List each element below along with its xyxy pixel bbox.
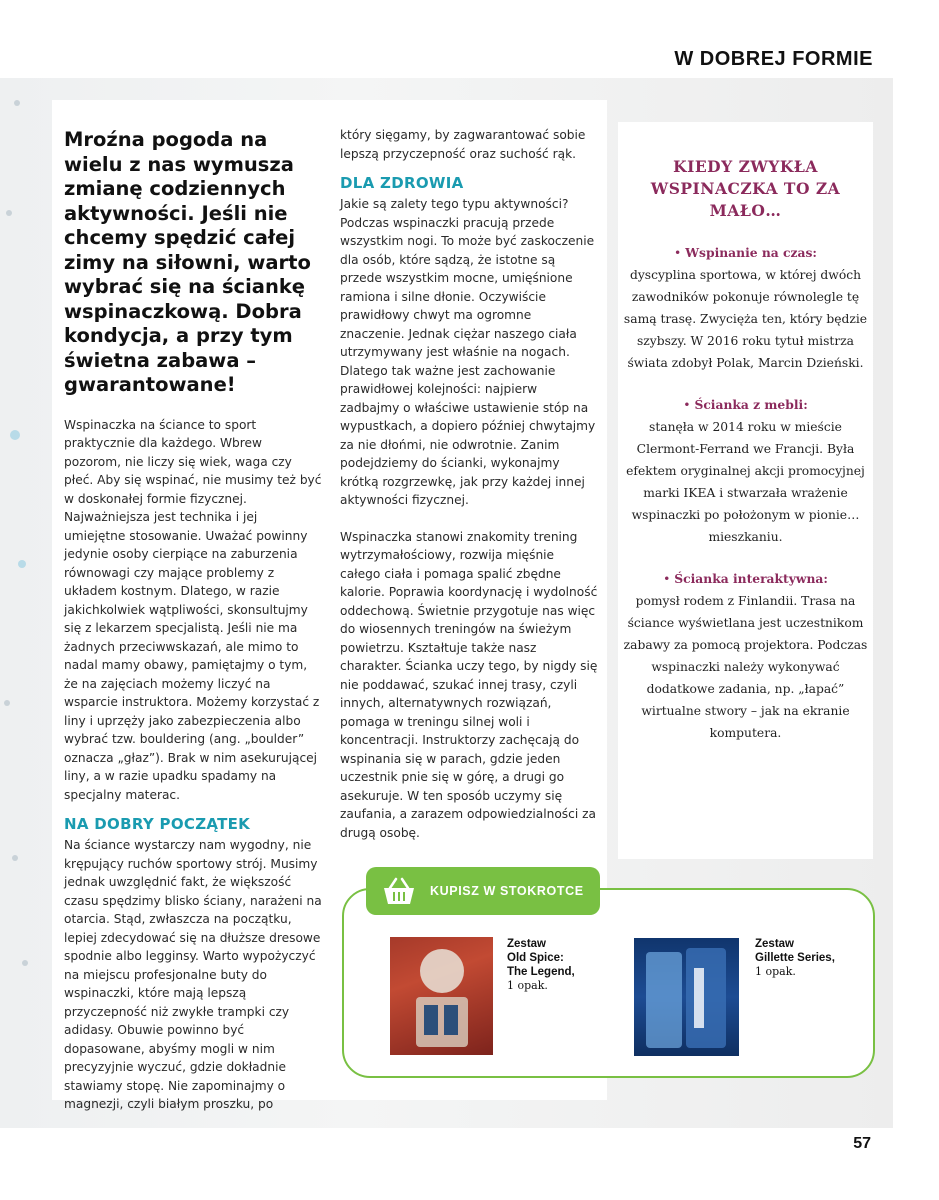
article-paragraph: Na ściance wystarczy nam wygodny, nie krępujący ruchów sportowy strój. Musimy jednak uwzględnić fakt, że większość czasu spędzimy blisko ściany, narażeni na otarcia. Stąd, zwłaszcza na początku, lepiej zdecydować się na dłuższe dresowe spodnie albo legginsy. Warto wypożyczyć na miejscu profesjonalne buty do wspinaczki, które mają lepszą przyczepność niż zwykłe trampki czy adidasy. Obuwie powinno być dopasowane, abyśmy mogli w nim precyzyjnie wyczuć, gdzie dokładnie stawiamy stopę. Nie zapominajmy o magnezji, czyli białym proszku, po	[64, 838, 322, 1111]
product-name: The Legend,	[507, 966, 575, 978]
sidebar-item	[618, 394, 873, 548]
product-quantity: 1 opak.	[755, 965, 796, 978]
sidebar-item-heading: Wspinanie na czas:	[685, 245, 817, 260]
promo-tab	[366, 867, 600, 915]
product-quantity: 1 opak.	[507, 979, 548, 992]
bullet: •	[683, 398, 691, 412]
article-lead: Mroźna pogoda na wielu z nas wymusza zmianę codziennych aktywności. Jeśli nie chcemy spędzić całej zimy na siłowni, warto wybrać się na ściankę wspinaczkową. Dobra kondycja, a przy tym świetna zabawa – gwarantowane!	[64, 128, 311, 396]
product-name: Zestaw	[507, 938, 546, 950]
product-info-old-spice	[507, 937, 617, 993]
article-paragraph: który sięgamy, by zagwarantować sobie lepszą przyczepność oraz suchość rąk.	[340, 128, 586, 161]
sidebar-box	[618, 122, 873, 859]
sidebar-item	[618, 242, 873, 374]
sidebar-item-heading: Ścianka z mebli:	[694, 397, 808, 412]
promo-label: KUPISZ W STOKROTCE	[430, 884, 584, 898]
subheading-na-dobry-poczatek: NA DOBRY POCZĄTEK	[64, 815, 251, 833]
product-image-gillette	[634, 938, 739, 1056]
sidebar-item	[618, 568, 873, 744]
section-title: W DOBREJ FORMIE	[674, 48, 873, 70]
product-name: Zestaw	[755, 938, 794, 950]
page-number: 57	[853, 1135, 871, 1152]
product-name: Old Spice:	[507, 952, 564, 964]
article-column-middle	[340, 126, 598, 842]
article-paragraph: Wspinaczka na ściance to sport praktycznie dla każdego. Wbrew pozorom, nie liczy się wiek, waga czy płeć. Aby się wspinać, nie musimy też być w doskonałej formie fizycznej. Najważniejsza jest technika i jej umiejętne stosowanie. Uważać powinny jedynie osoby cierpiące na zaburzenia równowagi czy mające problemy z układem kostnym. Dlatego, w razie jakichkolwiek wątpliwości, skonsultujmy się z lekarzem specjalistą. Jeśli nie ma żadnych przeciwwskazań, ale mimo to nadal mamy obawy, pamiętajmy o tym, że na zajęciach możemy liczyć na wsparcie instruktora. Możemy korzystać z liny i uprzęży jako zabezpieczenia albo wybrać tzw. bouldering (ang. „boulder” oznacza „głaz”). Brak w nim asekurującej liny, a w razie upadku spadamy na specjalny materac.	[64, 417, 322, 802]
article-paragraph: Wspinaczka stanowi znakomity trening wytrzymałościowy, rozwija mięśnie całego ciała i pomaga spalić zbędne kalorie. Poprawia koordynację i wydolność oddechową. Świetnie przygotuje nas więc do wiosennych treningów na świeżym powietrzu. Kształtuje także nasz charakter. Ścianka uczy tego, by nigdy się nie poddawać, szukać innej trasy, czyli innych, alternatywnych rozwiązań, pomaga w treningu silnej woli i koncentracji. Instruktorzy zachęcają do wspinania się w parach, gdzie jeden uczestnik pnie się w górę, a drugi go asekuruje. W ten sposób uczymy się zaufania, a zarazem odpowiedzialności za drugą osobę.	[340, 529, 598, 840]
sidebar-title: KIEDY ZWYKŁA WSPINACZKA TO ZA MAŁO…	[650, 157, 841, 220]
sidebar-item-text: dyscyplina sportowa, w której dwóch zawodników pokonuje równolegle tę samą trasę. Zwycięża ten, który będzie szybszy. W 2016 roku tytuł mistrza świata zdobył Polak, Marcin Dzieński.	[623, 268, 868, 370]
product-name: Gillette Series,	[755, 952, 835, 964]
article-paragraph: Jakie są zalety tego typu aktywności? Podczas wspinaczki pracują przede wszystkim nogi. To może być zaskoczenie dla osób, które sądzą, że istotne są przede wszystkim mocne, umięśnione ramiona i silne dłonie. Oczywiście prawidłowy chwyt ma ogromne znaczenie. Jednak ciężar naszego ciała utrzymywany jest właśnie na nogach. Dlatego tak ważne jest zachowanie prawidłowej kolejności: najpierw zadbajmy o właściwe ustawienie stóp na wypustkach, a dopiero później chwytajmy za nie dłońmi, nie odwrotnie. Zanim podejdziemy do ścianki, wykonajmy krótką rozgrzewkę, jak przy każdej innej aktywności fizycznej.	[340, 197, 596, 507]
subheading-dla-zdrowia: DLA ZDROWIA	[340, 174, 464, 192]
sidebar-item-text: pomysł rodem z Finlandii. Trasa na ściance wyświetlana jest uczestnikom zabawy za pomocą projektora. Podczas wspinaczki należy wykonywać dodatkowe zadania, np. „łapać” wirtualne stwory – jak na ekranie komputera.	[623, 594, 868, 740]
product-info-gillette	[755, 937, 865, 979]
sidebar-item-heading: Ścianka interaktywna:	[674, 571, 828, 586]
sidebar-item-text: stanęła w 2014 roku w mieście Clermont-Ferrand we Francji. Była efektem oryginalnej akcji promocyjnej marki IKEA i stwarzała wrażenie wspinaczki po położonym w pionie… mieszkaniu.	[626, 420, 865, 544]
product-image-old-spice	[390, 937, 493, 1055]
article-column-left	[64, 128, 322, 1114]
bullet: •	[663, 572, 671, 586]
basket-icon	[380, 876, 418, 906]
bullet: •	[674, 246, 682, 260]
